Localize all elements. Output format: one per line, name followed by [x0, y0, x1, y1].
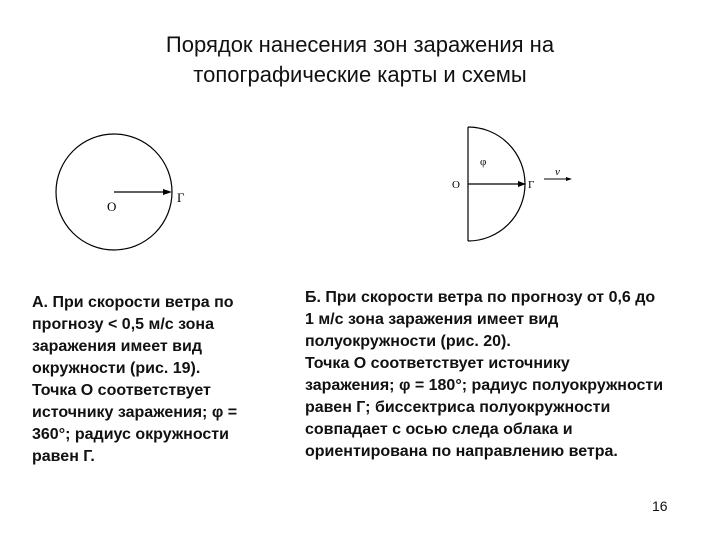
text-b-line: Точка О соответствует источнику: [305, 355, 570, 372]
text-a-line: источнику заражения; φ =: [32, 404, 238, 421]
text-b-line: ориентирована по направлению ветра.: [305, 443, 618, 460]
text-a-line: прогнозу < 0,5 м/с зона: [32, 316, 214, 333]
wind-arrowhead: [566, 177, 572, 181]
text-b-line: 1 м/с зона заражения имеет вид: [305, 311, 559, 328]
radius-arrowhead: [163, 189, 172, 195]
text-block-b: [305, 287, 663, 463]
figure-semicircle: [440, 125, 590, 250]
figure-circle: [55, 130, 215, 265]
radius-label: Г: [528, 179, 535, 191]
text-a-line: заражения имеет вид: [32, 338, 202, 355]
text-b-line: заражения; φ = 180°; радиус полуокружности: [305, 377, 664, 394]
slide-title: [60, 30, 660, 90]
center-label: О: [452, 179, 460, 191]
circle-diagram: [55, 130, 215, 260]
angle-label: φ: [480, 156, 487, 168]
text-a-line: окружности (рис. 19).: [32, 360, 201, 377]
text-a-line: Точка О соответствует: [32, 382, 211, 399]
text-b-line: полуокружности (рис. 20).: [305, 333, 511, 350]
text-b-line: совпадает с осью следа облака и: [305, 421, 573, 438]
title-line-1: Порядок нанесения зон заражения на: [165, 32, 555, 57]
text-a-line: А. При скорости ветра по: [32, 294, 234, 311]
page-number: 16: [652, 498, 668, 514]
radius-label: Г: [177, 190, 185, 205]
text-b-line: равен Г; биссектриса полуокружности: [305, 399, 611, 416]
text-a-line: 360°; радиус окружности: [32, 426, 229, 443]
center-label: О: [107, 199, 117, 214]
text-a-line: равен Г.: [32, 448, 95, 465]
semicircle-diagram: [440, 125, 590, 245]
title-line-2: топографические карты и схемы: [193, 62, 527, 87]
text-b-line: Б. При скорости ветра по прогнозу от 0,6 до: [305, 289, 656, 306]
text-block-a: [32, 292, 237, 468]
wind-label: v: [555, 166, 560, 178]
